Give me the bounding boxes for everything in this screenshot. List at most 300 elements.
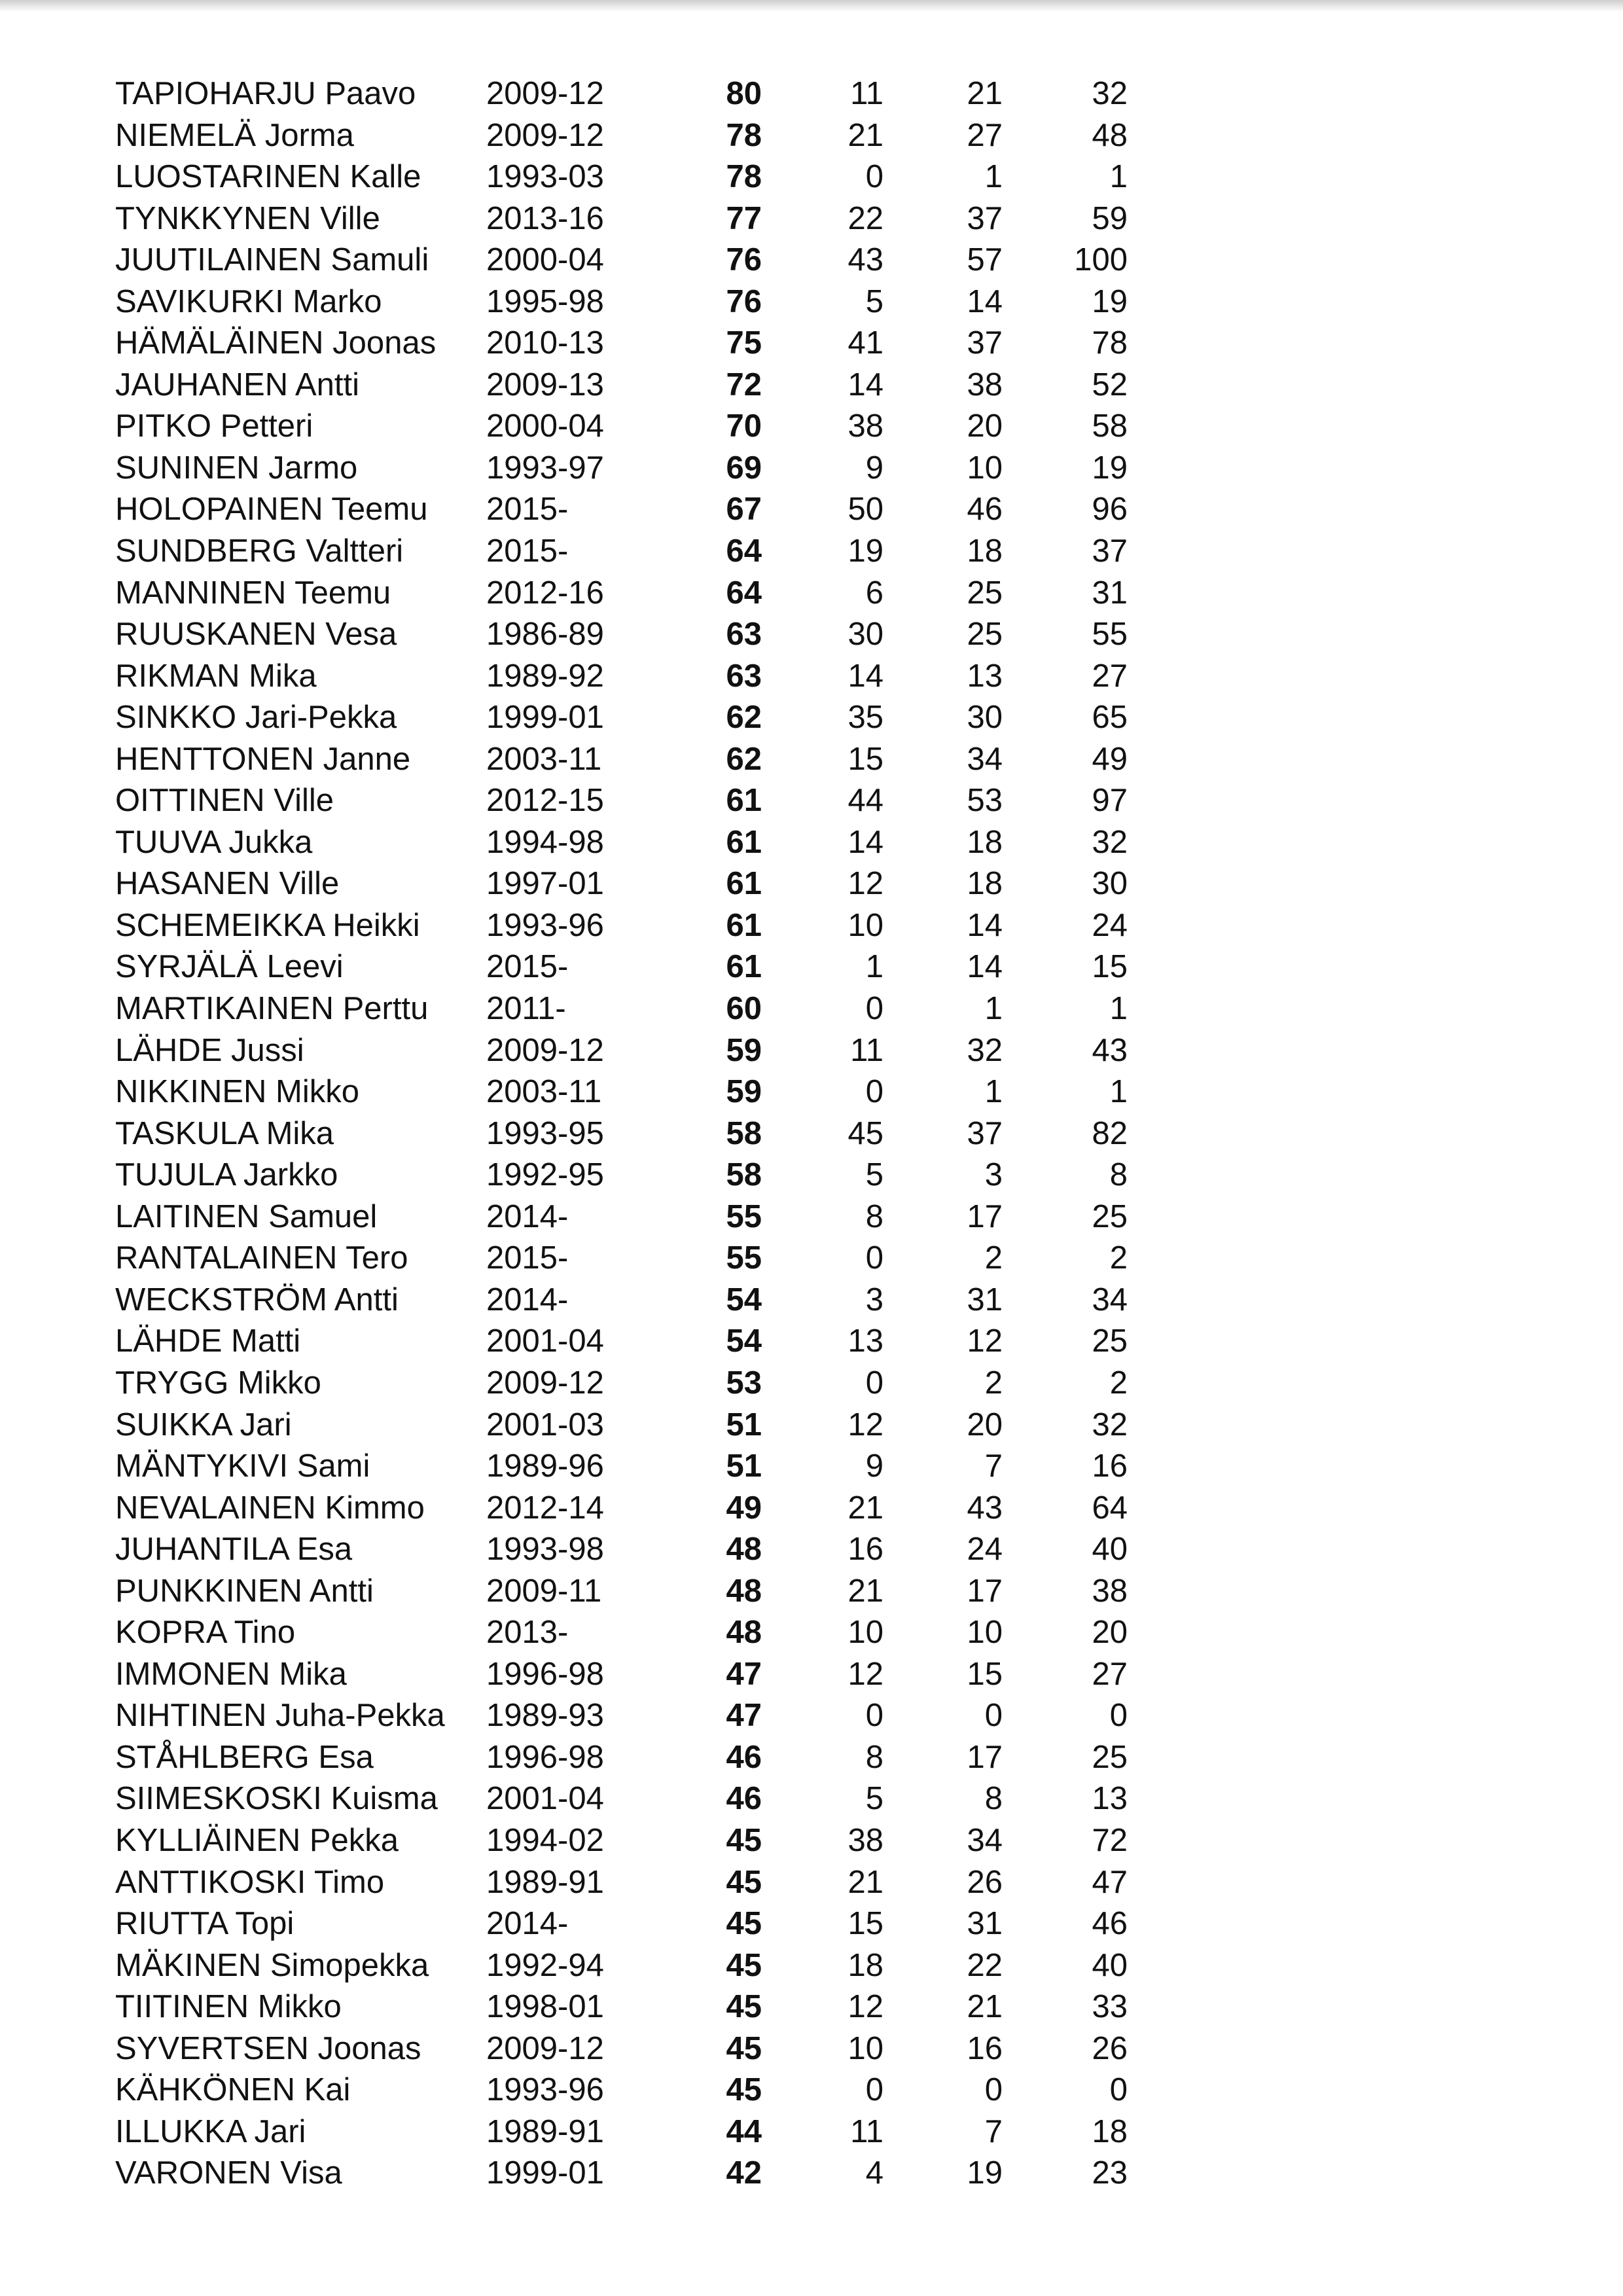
stat-column-2: 22 <box>967 1947 1003 1983</box>
player-total: 75 <box>726 325 762 361</box>
stat-column-2: 12 <box>967 1323 1003 1359</box>
stat-column-3: 13 <box>1092 1781 1128 1817</box>
stat-column-2: 37 <box>967 325 1003 361</box>
table-row <box>0 73 1623 115</box>
stat-column-1: 0 <box>865 1698 883 1734</box>
player-name: LÄHDE Matti <box>115 1323 301 1359</box>
player-total: 77 <box>726 200 762 236</box>
stat-column-2: 17 <box>967 1573 1003 1609</box>
player-years: 1989-91 <box>486 1864 604 1900</box>
player-name: ILLUKKA Jari <box>115 2113 306 2149</box>
player-name: TIITINEN Mikko <box>115 1989 342 2025</box>
stat-column-2: 14 <box>967 907 1003 943</box>
stat-column-3: 59 <box>1092 200 1128 236</box>
stat-column-1: 8 <box>865 1739 883 1775</box>
stat-column-2: 25 <box>967 575 1003 611</box>
stat-column-2: 21 <box>967 1989 1003 2025</box>
stat-column-1: 0 <box>865 991 883 1027</box>
stat-column-2: 37 <box>967 1115 1003 1151</box>
player-total: 45 <box>726 1947 762 1983</box>
table-row <box>0 1986 1623 2028</box>
player-years: 2013-16 <box>486 200 604 236</box>
stat-column-1: 15 <box>847 1906 883 1942</box>
player-total: 45 <box>726 2072 762 2108</box>
stat-column-2: 34 <box>967 1822 1003 1858</box>
player-name: HASANEN Ville <box>115 866 340 902</box>
stat-column-3: 34 <box>1092 1282 1128 1318</box>
player-name: NIHTINEN Juha-Pekka <box>115 1698 445 1734</box>
stat-column-3: 16 <box>1092 1448 1128 1484</box>
player-total: 49 <box>726 1490 762 1526</box>
table-row <box>0 1196 1623 1238</box>
stat-column-2: 57 <box>967 242 1003 278</box>
player-name: NEVALAINEN Kimmo <box>115 1490 425 1526</box>
stat-column-3: 78 <box>1092 325 1128 361</box>
stat-column-3: 0 <box>1109 2072 1128 2108</box>
stat-column-1: 3 <box>865 1282 883 1318</box>
player-years: 1993-96 <box>486 907 604 943</box>
stat-column-1: 35 <box>847 700 883 736</box>
table-row <box>0 739 1623 781</box>
stat-column-3: 100 <box>1074 242 1128 278</box>
player-years: 2009-12 <box>486 1032 604 1068</box>
stat-column-2: 2 <box>984 1240 1003 1276</box>
table-row <box>0 1280 1623 1321</box>
stat-column-3: 97 <box>1092 783 1128 819</box>
table-row <box>0 946 1623 988</box>
stat-column-3: 32 <box>1092 76 1128 111</box>
player-years: 2000-04 <box>486 242 604 278</box>
player-name: SYRJÄLÄ Leevi <box>115 949 344 985</box>
stat-column-2: 37 <box>967 200 1003 236</box>
stat-column-2: 7 <box>984 1448 1003 1484</box>
stat-column-3: 43 <box>1092 1032 1128 1068</box>
stat-column-3: 96 <box>1092 492 1128 528</box>
player-name: KOPRA Tino <box>115 1615 296 1651</box>
player-total: 76 <box>726 242 762 278</box>
stat-column-3: 1 <box>1109 159 1128 195</box>
table-row <box>0 697 1623 739</box>
table-row <box>0 2070 1623 2111</box>
table-row <box>0 406 1623 448</box>
stat-column-2: 31 <box>967 1282 1003 1318</box>
player-name: ANTTIKOSKI Timo <box>115 1864 385 1900</box>
stat-column-1: 30 <box>847 617 883 653</box>
player-total: 64 <box>726 533 762 569</box>
player-years: 1996-98 <box>486 1739 604 1775</box>
table-row <box>0 240 1623 281</box>
stat-column-2: 17 <box>967 1198 1003 1234</box>
table-row <box>0 1778 1623 1820</box>
player-name: IMMONEN Mika <box>115 1656 347 1692</box>
stat-column-3: 2 <box>1109 1365 1128 1401</box>
stat-column-2: 1 <box>984 1074 1003 1110</box>
player-total: 64 <box>726 575 762 611</box>
stat-column-2: 17 <box>967 1739 1003 1775</box>
table-row <box>0 2028 1623 2070</box>
stat-column-3: 55 <box>1092 617 1128 653</box>
player-name: STÅHLBERG Esa <box>115 1739 374 1775</box>
player-name: TAPIOHARJU Paavo <box>115 76 416 111</box>
player-total: 44 <box>726 2113 762 2149</box>
table-row <box>0 1321 1623 1363</box>
stat-column-3: 65 <box>1092 700 1128 736</box>
player-years: 2003-11 <box>486 1074 602 1110</box>
stat-column-3: 18 <box>1092 2113 1128 2149</box>
player-name: SUIKKA Jari <box>115 1407 292 1443</box>
player-years: 2010-13 <box>486 325 604 361</box>
player-total: 80 <box>726 76 762 111</box>
player-name: SIIMESKOSKI Kuisma <box>115 1781 438 1817</box>
player-name: PUNKKINEN Antti <box>115 1573 374 1609</box>
player-total: 61 <box>726 783 762 819</box>
table-row <box>0 1654 1623 1696</box>
stat-column-1: 5 <box>865 1157 883 1193</box>
stat-column-3: 27 <box>1092 658 1128 694</box>
player-years: 1992-94 <box>486 1947 604 1983</box>
player-total: 60 <box>726 991 762 1027</box>
stat-column-2: 10 <box>967 1615 1003 1651</box>
player-name: PITKO Petteri <box>115 408 313 444</box>
player-name: SINKKO Jari-Pekka <box>115 700 397 736</box>
stat-column-3: 25 <box>1092 1198 1128 1234</box>
table-row <box>0 281 1623 323</box>
stat-column-1: 11 <box>850 76 883 111</box>
player-name: JUUTILAINEN Samuli <box>115 242 429 278</box>
player-total: 70 <box>726 408 762 444</box>
table-row <box>0 780 1623 822</box>
player-name: MÄKINEN Simopekka <box>115 1947 429 1983</box>
table-row <box>0 1238 1623 1280</box>
player-name: SCHEMEIKKA Heikki <box>115 907 420 943</box>
stat-column-1: 4 <box>865 2155 883 2191</box>
player-years: 2009-11 <box>486 1573 602 1609</box>
stat-column-1: 45 <box>847 1115 883 1151</box>
player-years: 2003-11 <box>486 741 602 777</box>
player-total: 45 <box>726 1989 762 2025</box>
stat-column-1: 14 <box>847 367 883 403</box>
stat-column-1: 22 <box>847 200 883 236</box>
player-name: SAVIKURKI Marko <box>115 283 382 319</box>
player-total: 42 <box>726 2155 762 2191</box>
player-total: 46 <box>726 1739 762 1775</box>
player-total: 63 <box>726 617 762 653</box>
stat-column-2: 18 <box>967 533 1003 569</box>
stat-column-1: 16 <box>847 1532 883 1568</box>
player-name: RIKMAN Mika <box>115 658 317 694</box>
player-name: SUNINEN Jarmo <box>115 450 358 486</box>
stat-column-2: 18 <box>967 866 1003 902</box>
player-years: 2001-04 <box>486 1781 604 1817</box>
player-total: 69 <box>726 450 762 486</box>
stat-column-3: 47 <box>1092 1864 1128 1900</box>
player-total: 45 <box>726 2030 762 2066</box>
stat-column-3: 8 <box>1109 1157 1128 1193</box>
stat-column-1: 14 <box>847 658 883 694</box>
stat-column-1: 13 <box>847 1323 883 1359</box>
player-total: 72 <box>726 367 762 403</box>
stat-column-1: 9 <box>865 450 883 486</box>
table-row <box>0 1446 1623 1488</box>
player-years: 2009-13 <box>486 367 604 403</box>
stat-column-2: 32 <box>967 1032 1003 1068</box>
stat-column-2: 31 <box>967 1906 1003 1942</box>
player-total: 45 <box>726 1864 762 1900</box>
player-years: 2001-04 <box>486 1323 604 1359</box>
player-years: 2001-03 <box>486 1407 604 1443</box>
player-name: MARTIKAINEN Perttu <box>115 991 429 1027</box>
player-total: 78 <box>726 159 762 195</box>
stat-column-3: 32 <box>1092 1407 1128 1443</box>
player-total: 58 <box>726 1157 762 1193</box>
player-name: NIEMELÄ Jorma <box>115 117 354 153</box>
player-total: 45 <box>726 1906 762 1942</box>
player-total: 67 <box>726 492 762 528</box>
player-years: 2014- <box>486 1282 569 1318</box>
player-years: 2014- <box>486 1906 569 1942</box>
stat-column-1: 43 <box>847 242 883 278</box>
stat-column-3: 1 <box>1109 1074 1128 1110</box>
player-years: 1994-02 <box>486 1822 604 1858</box>
stat-column-1: 0 <box>865 159 883 195</box>
stat-column-1: 44 <box>847 783 883 819</box>
player-total: 55 <box>726 1240 762 1276</box>
player-name: LÄHDE Jussi <box>115 1032 304 1068</box>
stat-column-2: 0 <box>984 1698 1003 1734</box>
stat-column-2: 1 <box>984 159 1003 195</box>
stat-column-1: 12 <box>847 1989 883 2025</box>
player-years: 2000-04 <box>486 408 604 444</box>
player-years: 1992-95 <box>486 1157 604 1193</box>
player-total: 76 <box>726 283 762 319</box>
stat-column-3: 40 <box>1092 1532 1128 1568</box>
stat-column-1: 10 <box>847 1615 883 1651</box>
player-name: WECKSTRÖM Antti <box>115 1282 399 1318</box>
stat-column-1: 21 <box>847 1490 883 1526</box>
player-total: 47 <box>726 1656 762 1692</box>
player-years: 1998-01 <box>486 1989 604 2025</box>
player-years: 2009-12 <box>486 117 604 153</box>
table-row <box>0 1903 1623 1945</box>
player-total: 54 <box>726 1282 762 1318</box>
player-total: 45 <box>726 1822 762 1858</box>
player-name: HÄMÄLÄINEN Joonas <box>115 325 437 361</box>
player-years: 2009-12 <box>486 1365 604 1401</box>
stat-column-2: 27 <box>967 117 1003 153</box>
table-row <box>0 198 1623 240</box>
table-row <box>0 1488 1623 1530</box>
table-row <box>0 2111 1623 2153</box>
table-row <box>0 1612 1623 1654</box>
stat-column-1: 12 <box>847 866 883 902</box>
stat-column-3: 1 <box>1109 991 1128 1027</box>
stat-column-2: 1 <box>984 991 1003 1027</box>
player-total: 53 <box>726 1365 762 1401</box>
player-years: 2014- <box>486 1198 569 1234</box>
player-years: 1993-03 <box>486 159 604 195</box>
player-name: HENTTONEN Janne <box>115 741 411 777</box>
player-years: 2012-15 <box>486 783 604 819</box>
stat-column-2: 46 <box>967 492 1003 528</box>
player-years: 1994-98 <box>486 824 604 860</box>
player-name: JAUHANEN Antti <box>115 367 360 403</box>
stat-column-1: 38 <box>847 1822 883 1858</box>
table-row <box>0 614 1623 656</box>
stat-column-1: 19 <box>847 533 883 569</box>
player-years: 1999-01 <box>486 2155 604 2191</box>
player-years: 1989-92 <box>486 658 604 694</box>
stat-column-3: 40 <box>1092 1947 1128 1983</box>
player-total: 51 <box>726 1407 762 1443</box>
stat-column-3: 46 <box>1092 1906 1128 1942</box>
player-years: 1989-91 <box>486 2113 604 2149</box>
table-row <box>0 1945 1623 1987</box>
player-name: MANNINEN Teemu <box>115 575 391 611</box>
player-years: 1996-98 <box>486 1656 604 1692</box>
player-total: 47 <box>726 1698 762 1734</box>
stat-column-1: 15 <box>847 741 883 777</box>
player-name: RUUSKANEN Vesa <box>115 617 397 653</box>
player-years: 1993-96 <box>486 2072 604 2108</box>
table-row <box>0 905 1623 947</box>
player-total: 46 <box>726 1781 762 1817</box>
player-total: 48 <box>726 1573 762 1609</box>
player-total: 62 <box>726 741 762 777</box>
stat-column-3: 26 <box>1092 2030 1128 2066</box>
player-years: 1989-93 <box>486 1698 604 1734</box>
player-total: 78 <box>726 117 762 153</box>
player-years: 1986-89 <box>486 617 604 653</box>
stat-column-1: 11 <box>850 2113 883 2149</box>
player-years: 2012-14 <box>486 1490 604 1526</box>
stat-column-3: 49 <box>1092 741 1128 777</box>
player-years: 1997-01 <box>486 866 604 902</box>
stat-column-3: 23 <box>1092 2155 1128 2191</box>
stat-column-2: 16 <box>967 2030 1003 2066</box>
table-row <box>0 448 1623 490</box>
table-row <box>0 1030 1623 1072</box>
stat-column-3: 52 <box>1092 367 1128 403</box>
stat-column-1: 10 <box>847 2030 883 2066</box>
stat-column-3: 2 <box>1109 1240 1128 1276</box>
player-name: SYVERTSEN Joonas <box>115 2030 421 2066</box>
player-total: 61 <box>726 949 762 985</box>
stat-column-1: 12 <box>847 1656 883 1692</box>
stat-column-3: 58 <box>1092 408 1128 444</box>
player-name: TUUVA Jukka <box>115 824 313 860</box>
player-total: 48 <box>726 1615 762 1651</box>
player-total: 59 <box>726 1032 762 1068</box>
stat-column-3: 25 <box>1092 1323 1128 1359</box>
stat-column-1: 14 <box>847 824 883 860</box>
stat-column-3: 15 <box>1092 949 1128 985</box>
stat-column-3: 19 <box>1092 283 1128 319</box>
stat-column-2: 43 <box>967 1490 1003 1526</box>
table-row <box>0 822 1623 864</box>
stat-column-3: 25 <box>1092 1739 1128 1775</box>
table-row <box>0 1737 1623 1779</box>
stat-column-3: 31 <box>1092 575 1128 611</box>
stat-column-2: 2 <box>984 1365 1003 1401</box>
player-years: 2013- <box>486 1615 569 1651</box>
player-total: 58 <box>726 1115 762 1151</box>
stat-column-1: 5 <box>865 1781 883 1817</box>
player-years: 2015- <box>486 1240 569 1276</box>
stat-column-3: 33 <box>1092 1989 1128 2025</box>
player-name: OITTINEN Ville <box>115 783 334 819</box>
stat-column-3: 19 <box>1092 450 1128 486</box>
table-row <box>0 1862 1623 1904</box>
table-row <box>0 115 1623 157</box>
table-row <box>0 1529 1623 1571</box>
stat-column-2: 15 <box>967 1656 1003 1692</box>
table-row <box>0 1571 1623 1613</box>
player-name: JUHANTILA Esa <box>115 1532 353 1568</box>
stat-column-3: 38 <box>1092 1573 1128 1609</box>
stat-column-3: 27 <box>1092 1656 1128 1692</box>
player-total: 55 <box>726 1198 762 1234</box>
stat-column-2: 19 <box>967 2155 1003 2191</box>
player-years: 1989-96 <box>486 1448 604 1484</box>
stat-column-2: 14 <box>967 949 1003 985</box>
stat-column-3: 20 <box>1092 1615 1128 1651</box>
player-years: 2009-12 <box>486 2030 604 2066</box>
stat-column-2: 20 <box>967 408 1003 444</box>
stat-column-1: 50 <box>847 492 883 528</box>
player-years: 2012-16 <box>486 575 604 611</box>
stat-column-2: 3 <box>984 1157 1003 1193</box>
stat-column-1: 0 <box>865 1240 883 1276</box>
table-row <box>0 656 1623 698</box>
player-name: TASKULA Mika <box>115 1115 334 1151</box>
player-years: 2009-12 <box>486 76 604 111</box>
player-name: TRYGG Mikko <box>115 1365 321 1401</box>
stat-column-2: 8 <box>984 1781 1003 1817</box>
player-total: 63 <box>726 658 762 694</box>
table-row <box>0 365 1623 406</box>
table-row <box>0 573 1623 615</box>
stat-column-2: 10 <box>967 450 1003 486</box>
stat-column-3: 30 <box>1092 866 1128 902</box>
stat-column-2: 18 <box>967 824 1003 860</box>
stat-column-1: 21 <box>847 1864 883 1900</box>
table-row <box>0 1405 1623 1446</box>
table-row <box>0 531 1623 573</box>
stat-column-2: 30 <box>967 700 1003 736</box>
stat-column-3: 0 <box>1109 1698 1128 1734</box>
stat-column-1: 0 <box>865 2072 883 2108</box>
player-total: 51 <box>726 1448 762 1484</box>
player-years: 2011- <box>486 991 566 1027</box>
player-name: TYNKKYNEN Ville <box>115 200 380 236</box>
player-years: 1993-98 <box>486 1532 604 1568</box>
stat-column-2: 20 <box>967 1407 1003 1443</box>
table-row <box>0 1695 1623 1737</box>
stat-column-1: 6 <box>865 575 883 611</box>
stat-column-3: 48 <box>1092 117 1128 153</box>
table-row <box>0 863 1623 905</box>
stat-column-3: 82 <box>1092 1115 1128 1151</box>
stat-column-2: 13 <box>967 658 1003 694</box>
table-row <box>0 1363 1623 1405</box>
table-row <box>0 1155 1623 1196</box>
player-years: 1993-97 <box>486 450 604 486</box>
player-name: HOLOPAINEN Teemu <box>115 492 428 528</box>
scan-top-edge <box>0 0 1623 12</box>
stat-column-1: 38 <box>847 408 883 444</box>
stat-column-3: 37 <box>1092 533 1128 569</box>
table-row <box>0 1071 1623 1113</box>
